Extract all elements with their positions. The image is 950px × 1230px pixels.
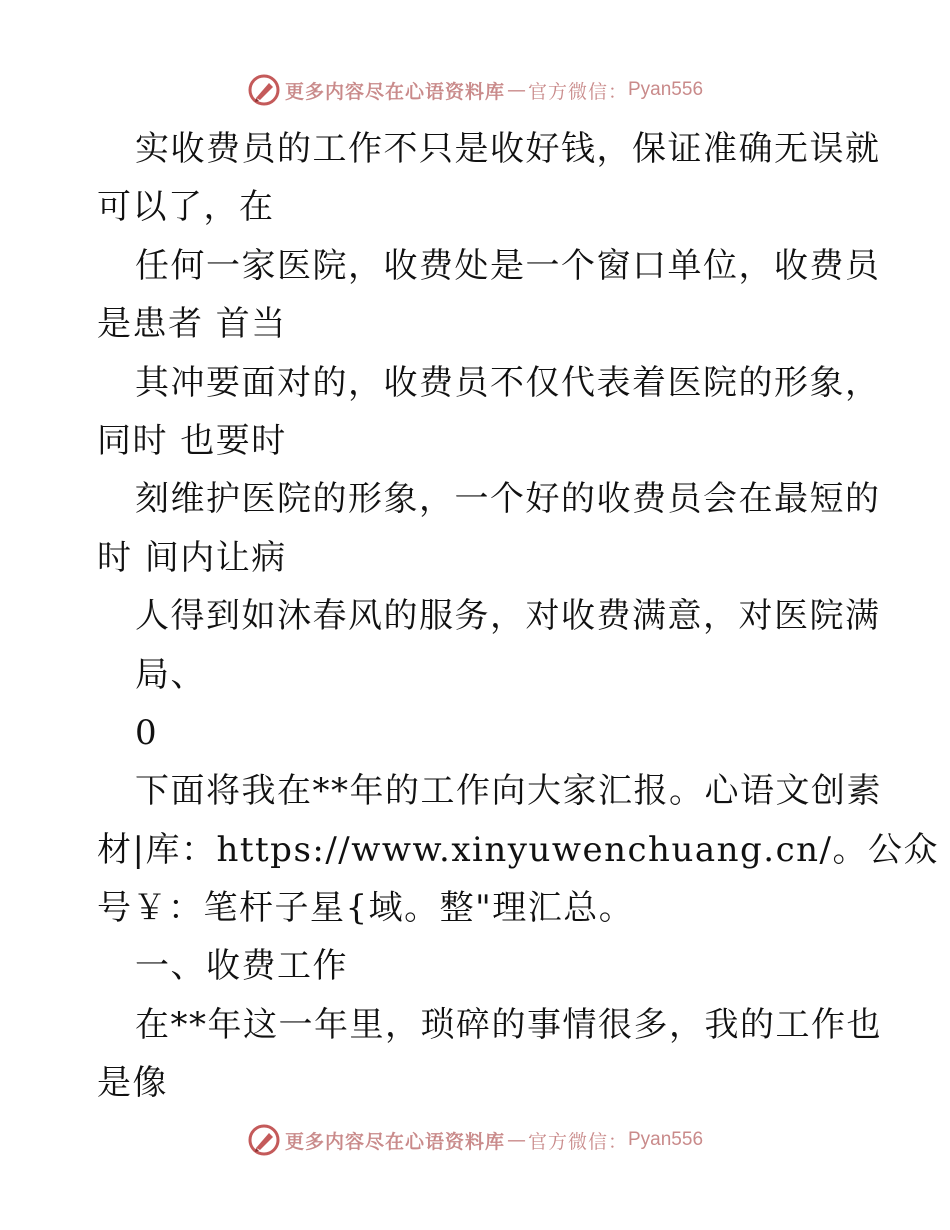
text-line: 是患者 首当 <box>97 304 287 345</box>
text-line: 时 间内让病 <box>97 537 287 578</box>
text-line: 材|库：https://www.xinyuwenchuang.cn/。公众 <box>97 829 939 870</box>
watermark-separator: — <box>506 1129 526 1151</box>
watermark-separator: — <box>506 79 526 101</box>
text-line: 可以了，在 <box>97 187 275 228</box>
section-heading: 一、收费工作 <box>135 946 348 987</box>
watermark-sub-text: 官方微信： <box>527 1130 628 1153</box>
text-line: 人得到如沐春风的服务，对收费满意，对医院满 <box>135 596 881 637</box>
document-body <box>97 120 939 1113</box>
text-line: 实收费员的工作不只是收好钱，保证准确无误就 <box>135 129 881 169</box>
text-line: 0 <box>135 712 159 753</box>
text-line: 其冲要面对的，收费员不仅代表着医院的形象， <box>135 362 881 403</box>
text-line: 号￥：笔杆子星{域。整"理汇总。 <box>97 888 635 929</box>
pen-logo-icon <box>247 1123 281 1157</box>
watermark-main-text: 更多内容尽在心语资料库 <box>284 80 505 103</box>
footer-watermark <box>0 1120 950 1160</box>
text-line: 刻维护医院的形象，一个好的收费员会在最短的 <box>135 479 881 520</box>
text-line: 任何一家医院，收费处是一个窗口单位，收费员 <box>135 245 881 286</box>
pen-logo-icon <box>247 73 281 107</box>
text-line: 是像 <box>97 1063 168 1104</box>
watermark-id: Pyan556 <box>628 79 704 100</box>
watermark-main-text: 更多内容尽在心语资料库 <box>284 1130 505 1153</box>
header-watermark <box>0 70 950 110</box>
text-line: 在**年这一年里，琐碎的事情很多，我的工作也 <box>135 1004 882 1045</box>
watermark-id: Pyan556 <box>628 1129 704 1150</box>
text-line: 下面将我在**年的工作向大家汇报。心语文创素 <box>135 771 882 812</box>
watermark-sub-text: 官方微信： <box>527 80 628 103</box>
text-line: 局、 <box>135 654 206 695</box>
text-line: 同时 也要时 <box>97 420 287 461</box>
